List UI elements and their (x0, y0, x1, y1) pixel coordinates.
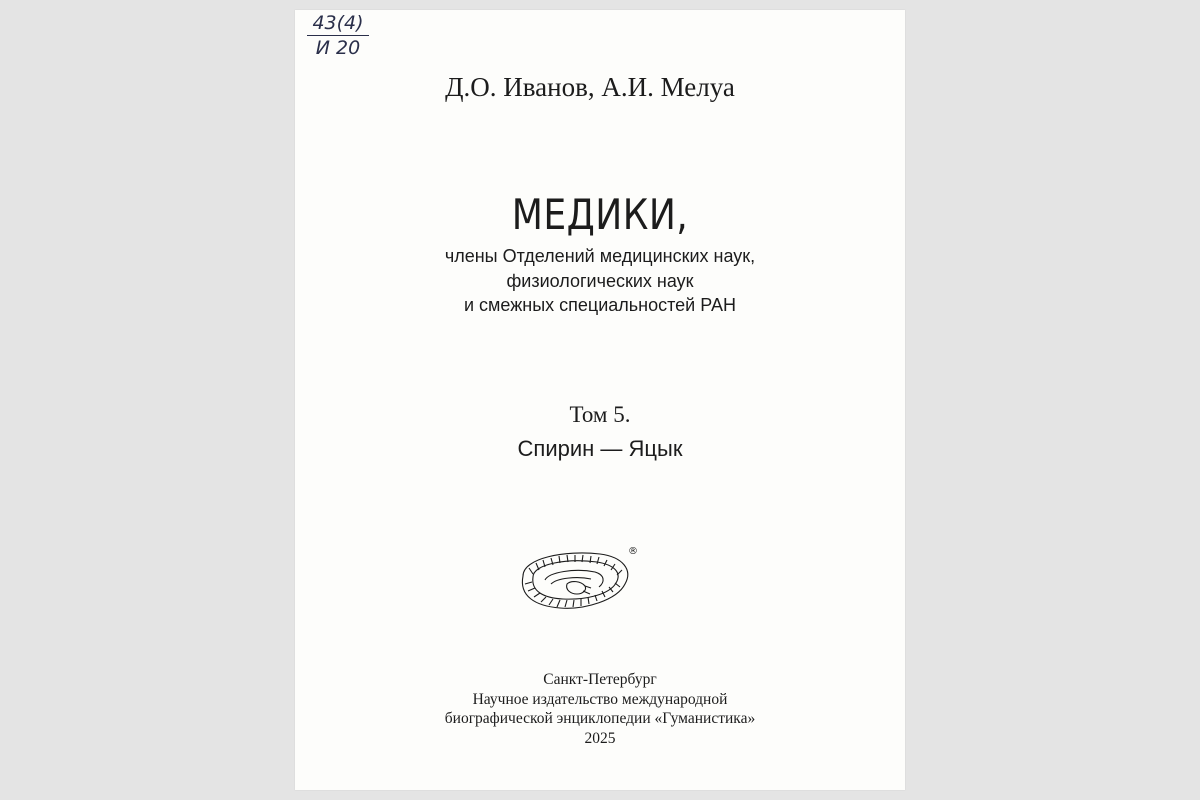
publisher-logo-icon (505, 540, 645, 620)
imprint (295, 670, 905, 748)
shelfmark-line-2: И 20 (315, 37, 361, 59)
book-subtitle (295, 244, 905, 318)
imprint-publisher-line-1: Научное издательство международной (472, 690, 728, 708)
shelfmark-line-1: 43(4) (307, 12, 369, 36)
book-title: МЕДИКИ, (511, 190, 689, 239)
subtitle-line: члены Отделений медицинских наук, (444, 246, 756, 266)
authors: Д.О. Иванов, А.И. Мелуа (445, 72, 735, 102)
subtitle-line: и смежных специальностей РАН (463, 295, 737, 315)
registered-mark: ® (628, 546, 638, 557)
imprint-city: Санкт-Петербург (543, 671, 657, 688)
imprint-year: 2025 (584, 729, 616, 747)
title-page (295, 10, 905, 790)
subtitle-line: физиологических наук (506, 270, 694, 291)
library-shelfmark (307, 12, 369, 59)
imprint-publisher-line-2: биографической энциклопедии «Гуманистика» (444, 710, 756, 727)
volume-number: Том 5. (569, 402, 631, 427)
volume-range: Спирин — Яцык (517, 436, 683, 461)
